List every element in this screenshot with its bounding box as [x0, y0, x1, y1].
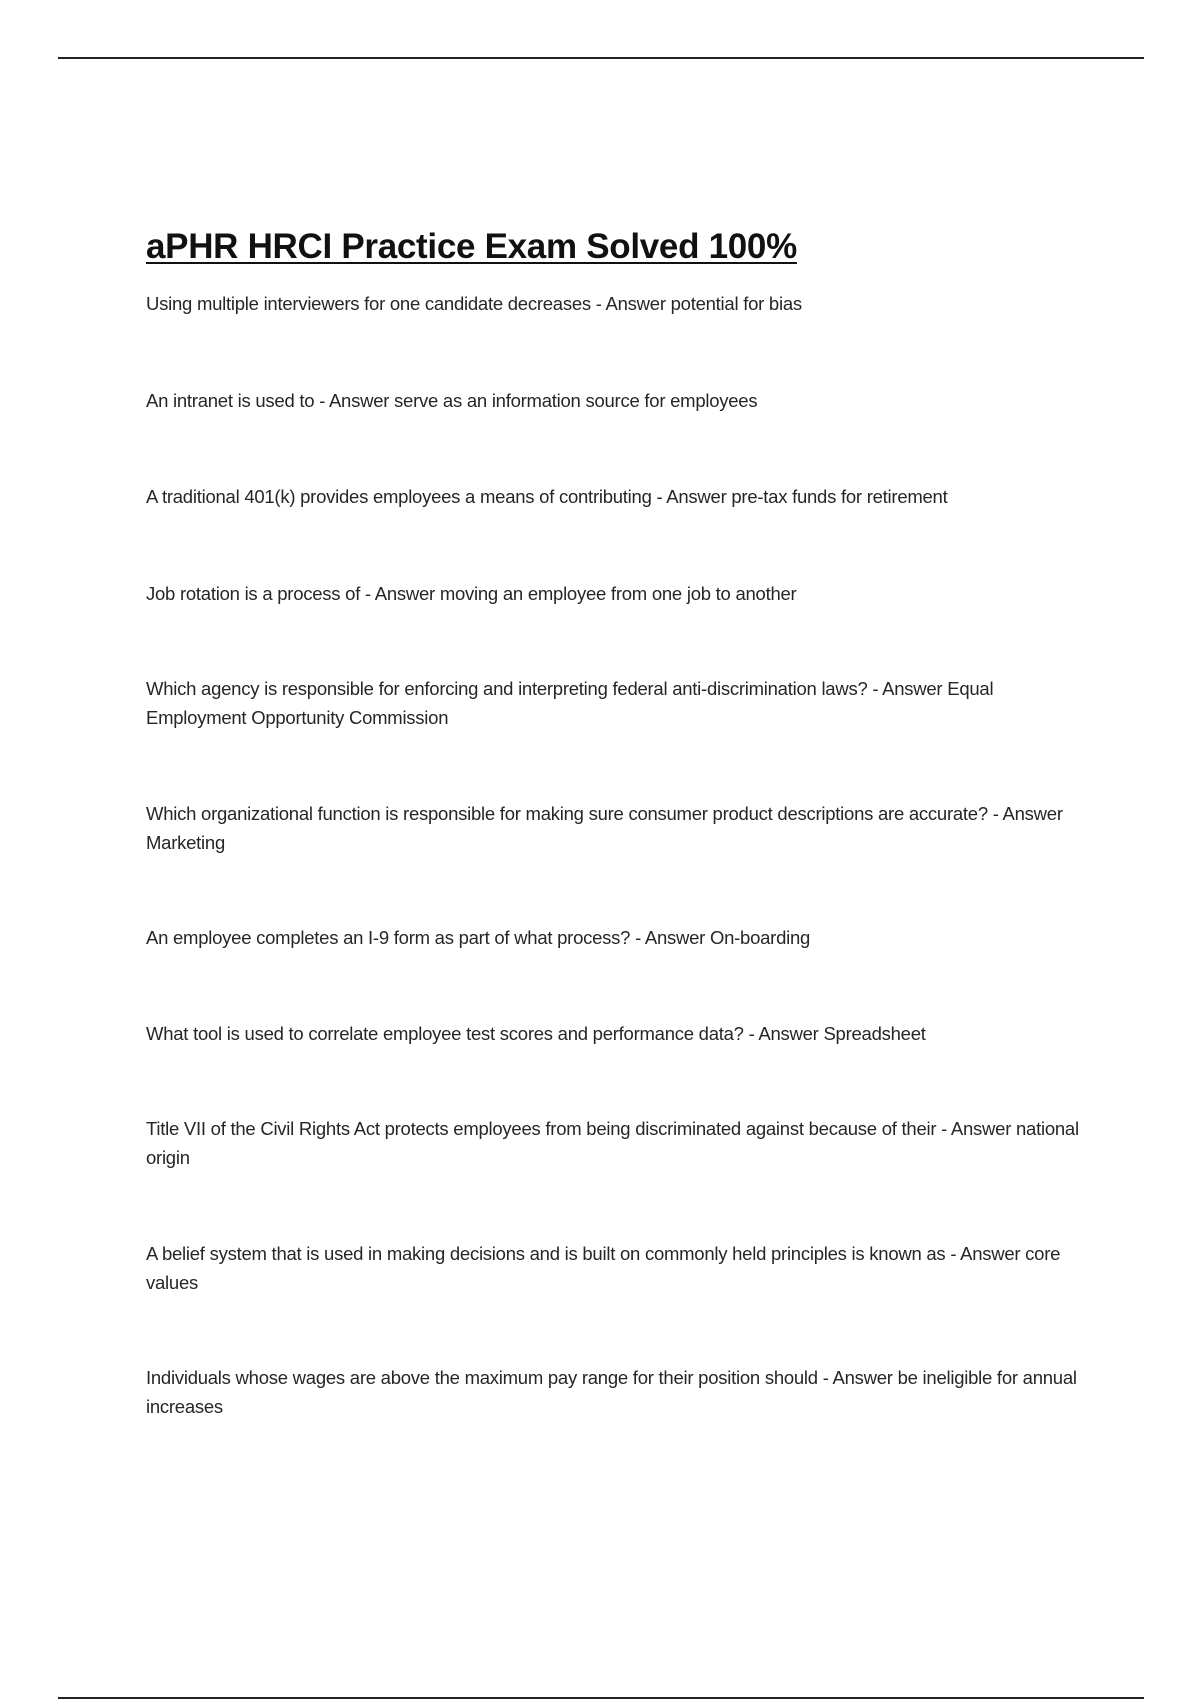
qa-item-7: An employee completes an I-9 form as part of what process? - Answer On-boarding: [146, 927, 811, 948]
top-rule: [58, 57, 1144, 59]
qa-item-10: A belief system that is used in making decisions and is built on commonly held principles is known as - Answer core values: [146, 1243, 1061, 1293]
qa-item-1: Using multiple interviewers for one candidate decreases - Answer potential for bias: [146, 293, 802, 314]
bottom-rule: [58, 1697, 1144, 1699]
qa-item-8: What tool is used to correlate employee test scores and performance data? - Answer Spreadsheet: [146, 1023, 926, 1044]
qa-item-3: A traditional 401(k) provides employees a means of contributing - Answer pre-tax funds for retirement: [146, 486, 948, 507]
qa-item-11: Individuals whose wages are above the maximum pay range for their position should - Answer be ineligible for annual increases: [146, 1367, 1077, 1417]
qa-item-9: Title VII of the Civil Rights Act protects employees from being discriminated against because of their - Answer national origin: [146, 1118, 1079, 1168]
document-title: aPHR HRCI Practice Exam Solved 100%: [146, 227, 797, 266]
qa-item-2: An intranet is used to - Answer serve as an information source for employees: [146, 390, 758, 411]
qa-item-5: Which agency is responsible for enforcing and interpreting federal anti-discrimination laws? - Answer Equal Employment Opportunity Commission: [146, 678, 994, 728]
qa-item-4: Job rotation is a process of - Answer moving an employee from one job to another: [146, 583, 797, 604]
qa-item-6: Which organizational function is responsible for making sure consumer product descriptions are accurate? - Answer Marketing: [146, 803, 1063, 853]
document-body: [146, 226, 1086, 268]
